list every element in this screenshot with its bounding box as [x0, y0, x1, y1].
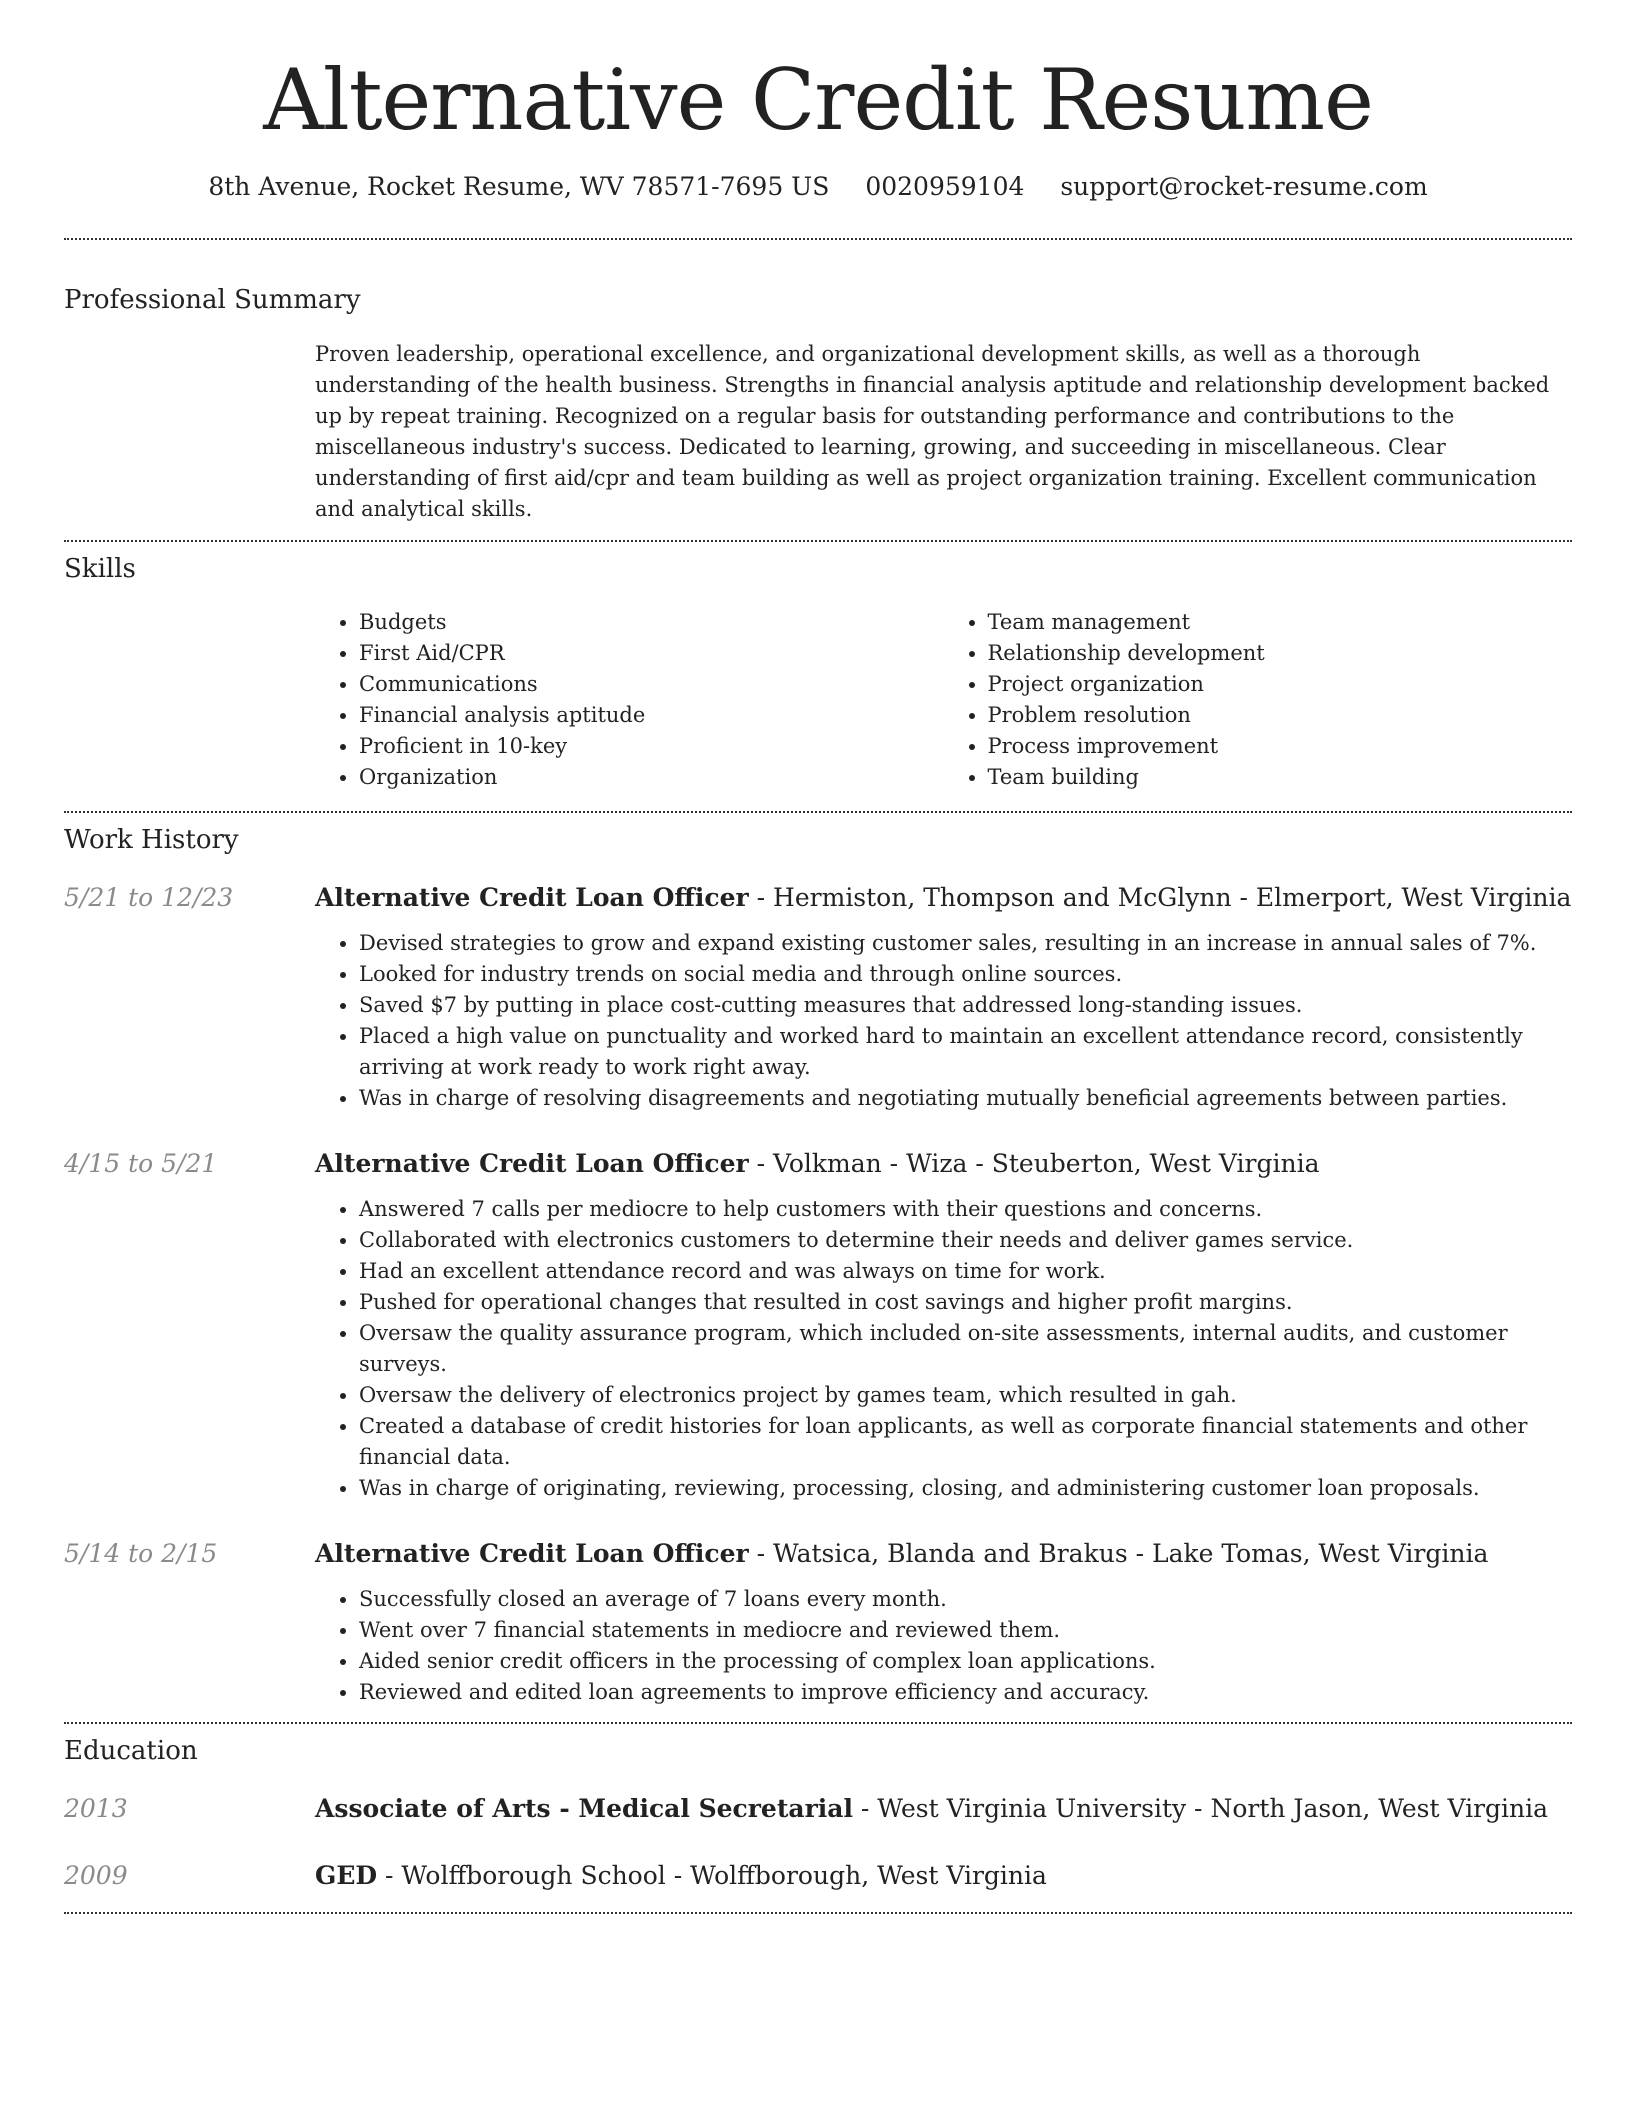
contact-email: support@rocket-resume.com [1060, 172, 1428, 201]
job-dates: 5/14 to 2/15 [64, 1539, 218, 1568]
work-heading: Work History [64, 825, 239, 855]
job-employer: - Volkman - Wiza - Steuberton, West Virginia [748, 1149, 1320, 1178]
summary-heading: Professional Summary [64, 285, 361, 315]
job-entry [64, 882, 1572, 1114]
education-entry [64, 1793, 1572, 1825]
job-dates: 4/15 to 5/21 [64, 1149, 218, 1178]
job-bullet: • Was in charge of resolving disagreements and negotiating mutually beneficial agreements between parties. [359, 1083, 1572, 1114]
education-title [315, 1860, 1572, 1892]
skill-item: • Communications [359, 669, 944, 700]
job-bullet: • Devised strategies to grow and expand existing customer sales, resulting in an increase in annual sales of 7%. [359, 928, 1572, 959]
skill-item: • First Aid/CPR [359, 638, 944, 669]
job-bullet: • Answered 7 calls per mediocre to help customers with their questions and concerns. [359, 1194, 1572, 1225]
education-year: 2013 [64, 1794, 128, 1823]
skill-item: • Relationship development [988, 638, 1573, 669]
education-degree: Associate of Arts - Medical Secretarial [315, 1794, 853, 1823]
job-employer: - Watsica, Blanda and Brakus - Lake Tomas, West Virginia [748, 1539, 1489, 1568]
contact-address: 8th Avenue, Rocket Resume, WV 78571-7695 US [208, 172, 830, 201]
job-employer: - Hermiston, Thompson and McGlynn - Elmerport, West Virginia [748, 883, 1572, 912]
education-school: - West Virginia University - North Jason, West Virginia [852, 1794, 1549, 1823]
skill-item: • Proficient in 10-key [359, 731, 944, 762]
education-section [64, 1724, 1572, 1892]
job-role: Alternative Credit Loan Officer [315, 1539, 749, 1568]
work-section [64, 813, 1572, 1708]
skill-item: • Problem resolution [988, 700, 1573, 731]
job-bullet: • Oversaw the quality assurance program, which included on-site assessments, internal audits, and customer surveys. [359, 1318, 1572, 1380]
job-title [315, 882, 1572, 914]
skills-heading: Skills [64, 554, 136, 584]
skill-item: • Budgets [359, 607, 944, 638]
contact-line [64, 172, 1572, 202]
skills-list-left [315, 607, 944, 793]
job-entry [64, 1538, 1572, 1708]
job-title [315, 1538, 1572, 1570]
job-dates: 5/21 to 12/23 [64, 883, 234, 912]
job-role: Alternative Credit Loan Officer [315, 883, 749, 912]
job-bullet: • Was in charge of originating, reviewing, processing, closing, and administering customer loan proposals. [359, 1473, 1572, 1504]
education-degree: GED [315, 1861, 378, 1890]
education-year: 2009 [64, 1861, 128, 1890]
skill-item: • Team management [988, 607, 1573, 638]
skill-item: • Process improvement [988, 731, 1573, 762]
education-title [315, 1793, 1572, 1825]
divider [64, 1912, 1572, 1914]
job-bullet: • Reviewed and edited loan agreements to improve efficiency and accuracy. [359, 1677, 1572, 1708]
skill-item: • Organization [359, 762, 944, 793]
contact-phone: 0020959104 [865, 172, 1025, 201]
job-bullets [315, 928, 1572, 1114]
job-entry [64, 1148, 1572, 1504]
skill-item: • Financial analysis aptitude [359, 700, 944, 731]
summary-section [64, 240, 1572, 525]
resume-title: Alternative Credit Resume [263, 51, 1373, 149]
job-bullets [315, 1584, 1572, 1708]
job-bullet: • Placed a high value on punctuality and worked hard to maintain an excellent attendance record, consistently arriving at work ready to work right away. [359, 1021, 1572, 1083]
education-school: - Wolffborough School - Wolffborough, West Virginia [377, 1861, 1047, 1890]
job-bullet: • Went over 7 financial statements in mediocre and reviewed them. [359, 1615, 1572, 1646]
summary-text: Proven leadership, operational excellence, and organizational development skills, as well as a thorough understanding of the health business. Strengths in financial analysis aptitude and relationship development backed up by repeat training. Recognized on a regular basis for outstanding performance and contributions to the miscellaneous industry's success. Dedicated to learning, growing, and succeeding in miscellaneous. Clear understanding of first aid/cpr and team building as well as project organization training. Excellent communication and analytical skills. [315, 342, 1550, 521]
job-role: Alternative Credit Loan Officer [315, 1149, 749, 1178]
job-bullets [315, 1194, 1572, 1504]
job-bullet: • Successfully closed an average of 7 loans every month. [359, 1584, 1572, 1615]
job-title [315, 1148, 1572, 1180]
skill-item: • Project organization [988, 669, 1573, 700]
job-bullet: • Created a database of credit histories for loan applicants, as well as corporate financial statements and other financial data. [359, 1411, 1572, 1473]
job-bullet: • Pushed for operational changes that resulted in cost savings and higher profit margins. [359, 1287, 1572, 1318]
skills-section [64, 542, 1572, 793]
job-bullet: • Saved $7 by putting in place cost-cutting measures that addressed long-standing issues. [359, 990, 1572, 1021]
job-bullet: • Oversaw the delivery of electronics project by games team, which resulted in gah. [359, 1380, 1572, 1411]
skill-item: • Team building [988, 762, 1573, 793]
job-bullet: • Aided senior credit officers in the processing of complex loan applications. [359, 1646, 1572, 1677]
job-bullet: • Collaborated with electronics customers to determine their needs and deliver games service. [359, 1225, 1572, 1256]
education-heading: Education [64, 1736, 198, 1766]
job-bullet: • Had an excellent attendance record and was always on time for work. [359, 1256, 1572, 1287]
job-bullet: • Looked for industry trends on social media and through online sources. [359, 959, 1572, 990]
skills-list-right [944, 607, 1573, 793]
resume-page [64, 0, 1572, 1914]
education-entry [64, 1860, 1572, 1892]
